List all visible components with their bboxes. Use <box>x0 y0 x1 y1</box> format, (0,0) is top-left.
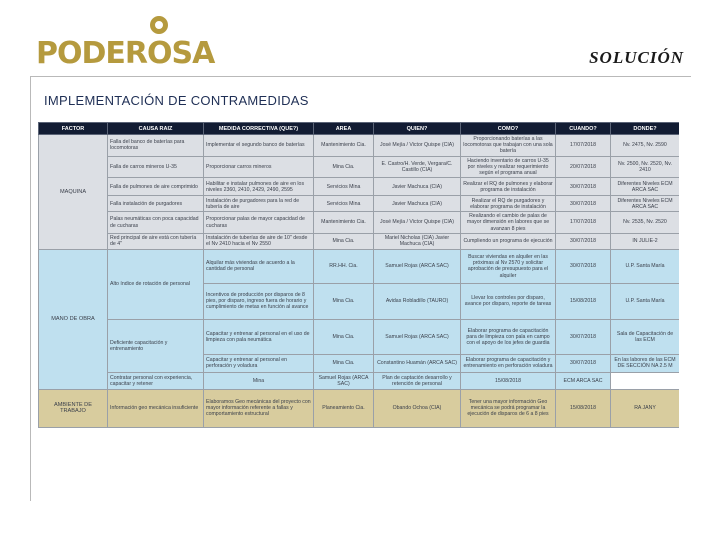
area-cell: Mina Cia. <box>314 354 374 372</box>
who-cell: José Mejía / Victor Quispe (CIA) <box>374 135 461 157</box>
root-cause-cell: Palas neumáticas con poca capacidad de cucharas <box>108 212 204 234</box>
col-header: AREA <box>314 123 374 135</box>
area-cell: Mantenimiento Cia. <box>314 135 374 157</box>
area-cell: Mina Cia. <box>314 283 374 319</box>
when-cell: 17/07/2018 <box>556 135 611 157</box>
area-cell: RR.HH. Cia. <box>314 249 374 283</box>
area-cell: Planeamiento Cia. <box>314 389 374 427</box>
logo-text: PODEROSA <box>36 36 215 71</box>
measure-cell: Instalación de purgadores para la red de tubería de aire <box>204 196 314 212</box>
when-cell: 30/07/2018 <box>556 178 611 196</box>
when-cell: 30/07/2018 <box>556 319 611 354</box>
root-cause-cell: Alto índice de rotación de personal <box>108 249 204 319</box>
factor-cell: MANO DE OBRA <box>39 249 108 389</box>
who-cell: E. Castro/H. Verde, Vergara/C. Castillo (CIA) <box>374 156 461 178</box>
how-cell: Proporcionando baterías a las locomotoras que trabajan con una sola batería <box>461 135 556 157</box>
how-cell: Tener una mayor información Geo mecánica se podrá programar la ejecución de disparos de 6 a 8 pies <box>461 389 556 427</box>
table-row <box>39 319 680 354</box>
measure-cell: Instalación de tuberías de aire de 10" desde el Nv 2410 hacia el Nv 2550 <box>204 233 314 249</box>
where-cell: Diferentes Niveles ECM ARCA SAC <box>611 178 680 196</box>
when-cell: 15/08/2018 <box>556 389 611 427</box>
who-cell: Samuel Rojas (ARCA SAC) <box>374 319 461 354</box>
table-row <box>39 196 680 212</box>
measure-cell: Incentivos de producción por disparos de 8 pies, por disparo, ingreso fuera de horario y cumplimiento de metas en función al avance <box>204 283 314 319</box>
how-cell: Realizar el RQ de purgadores y elaborar programa de instalación <box>461 196 556 212</box>
where-cell: Nv. 2475, Nv. 2590 <box>611 135 680 157</box>
col-header: FACTOR <box>39 123 108 135</box>
when-cell: 20/07/2018 <box>556 156 611 178</box>
who-cell: Javier Machuca (CIA) <box>374 196 461 212</box>
col-header: CAUSA RAIZ <box>108 123 204 135</box>
when-cell: 30/07/2018 <box>556 354 611 372</box>
area-cell: Servicios Mina <box>314 196 374 212</box>
where-cell: ECM ARCA SAC <box>556 372 611 389</box>
when-cell: 30/07/2018 <box>556 196 611 212</box>
who-cell: Samuel Rojas (ARCA SAC) <box>314 372 374 389</box>
table-header-row <box>39 123 680 135</box>
where-cell: U.P. Santa María <box>611 283 680 319</box>
col-header: DONDE? <box>611 123 680 135</box>
col-header: QUIEN? <box>374 123 461 135</box>
how-cell: Realizar el RQ de pulmones y elaborar programa de instalación <box>461 178 556 196</box>
where-cell: Nv. 2500, Nv. 2520, Nv. 2410 <box>611 156 680 178</box>
how-cell: Buscar viviendas en alquiler en las próximas al Nv 2570 y solicitar aprobación de presupuesto para el alquiler <box>461 249 556 283</box>
who-cell: Javier Machuca (CIA) <box>374 178 461 196</box>
who-cell: Avidas Robladillo (TAURO) <box>374 283 461 319</box>
root-cause-cell: Falla de carros mineros U-35 <box>108 156 204 178</box>
section-subtitle: IMPLEMENTACIÓN DE CONTRAMEDIDAS <box>44 93 309 108</box>
countermeasures-table <box>38 122 679 428</box>
how-cell: Elaborar programa de capacitación y entrenamiento en perforación voladura <box>461 354 556 372</box>
col-header: MEDIDA CORRECTIVA (QUE?) <box>204 123 314 135</box>
area-cell: Mina Cia. <box>314 156 374 178</box>
root-cause-cell: Información geo mecánica insuficiente <box>108 389 204 427</box>
table-row <box>39 135 680 157</box>
table-row <box>39 212 680 234</box>
table-row <box>39 249 680 283</box>
area-cell: Mina Cia. <box>314 233 374 249</box>
root-cause-cell: Deficiente capacitación y entrenamiento <box>108 319 204 372</box>
how-cell: Llevar los controles por disparo, avance por disparo, reporte de tareas <box>461 283 556 319</box>
how-cell: Elaborar programa de capacitación para de limpieza con pala en campo con el apoyo de los jefes de guardia <box>461 319 556 354</box>
measure-cell: Implementar el segundo banco de baterías <box>204 135 314 157</box>
table-row <box>39 156 680 178</box>
root-cause-cell: Falla de pulmones de aire comprimido <box>108 178 204 196</box>
area-cell: Mantenimiento Cia. <box>314 212 374 234</box>
root-cause-cell: Falla del banco de baterías para locomotoras <box>108 135 204 157</box>
who-cell: Samuel Rojas (ARCA SAC) <box>374 249 461 283</box>
how-cell: Plan de captación desarrollo y retención de personal <box>374 372 461 389</box>
col-header: CUANDO? <box>556 123 611 135</box>
slide-title: SOLUCIÓN <box>589 48 684 67</box>
table-body <box>39 135 680 428</box>
factor-cell: AMBIENTE DE TRABAJO <box>39 389 108 427</box>
area-cell: Servicios Mina <box>314 178 374 196</box>
where-cell: IN JULIE-2 <box>611 233 680 249</box>
where-cell: Sala de Capacitación de las ECM <box>611 319 680 354</box>
poderosa-logo <box>36 14 226 70</box>
logo-ring-icon <box>150 16 168 34</box>
how-cell: Cumpliendo un programa de ejecución <box>461 233 556 249</box>
measure-cell: Elaboramos Geo mecánicas del proyecto con mayor información referente a fallas y comportamiento estructural <box>204 389 314 427</box>
table-row <box>39 372 680 389</box>
where-cell: RA JANY <box>611 389 680 427</box>
how-cell: Realizando el cambio de palas de mayor dimensión en labores que se avanzan 8 pies <box>461 212 556 234</box>
countermeasures-table-wrap <box>38 122 679 476</box>
who-cell: Constantino Huamán (ARCA SAC) <box>374 354 461 372</box>
table-row <box>39 233 680 249</box>
where-cell: U.P. Santa María <box>611 249 680 283</box>
col-header: COMO? <box>461 123 556 135</box>
who-cell: Mariel Nicholas (CIA) Javier Machuca (CIA) <box>374 233 461 249</box>
area-cell: Mina Cia. <box>314 319 374 354</box>
who-cell: Obando Ochoa (CIA) <box>374 389 461 427</box>
measure-cell: Alquilar más viviendas de acuerdo a la cantidad de personal <box>204 249 314 283</box>
area-cell: Mina <box>204 372 314 389</box>
table-row <box>39 389 680 427</box>
measure-cell: Capacitar y entrenar al personal en perforación y voladura <box>204 354 314 372</box>
when-cell: 15/08/2018 <box>556 283 611 319</box>
measure-cell: Contratar personal con experiencia, capacitar y retener <box>108 372 204 389</box>
when-cell: 30/07/2018 <box>556 249 611 283</box>
where-cell: En las labores de las ECM DE SECCIÓN NA 2.5 M <box>611 354 680 372</box>
where-cell: Nv. 2535, Nv. 2520 <box>611 212 680 234</box>
measure-cell: Capacitar y entrenar al personal en el uso de limpieza con pala neumática <box>204 319 314 354</box>
who-cell: José Mejía / Victor Quispe (CIA) <box>374 212 461 234</box>
when-cell: 15/08/2018 <box>461 372 556 389</box>
root-cause-cell: Red principal de aire está con tubería de 4" <box>108 233 204 249</box>
when-cell: 17/07/2018 <box>556 212 611 234</box>
how-cell: Haciendo inventario de carros U-35 por niveles y realizar requerimiento según el programa anual <box>461 156 556 178</box>
root-cause-cell: Falla instalación de purgadores <box>108 196 204 212</box>
measure-cell: Proporcionar palas de mayor capacidad de cucharas <box>204 212 314 234</box>
table-row <box>39 178 680 196</box>
measure-cell: Habilitar e instalar pulmones de aire en los niveles 2360, 2410, 2429, 2490, 2595 <box>204 178 314 196</box>
where-cell: Diferentes Niveles ECM ARCA SAC <box>611 196 680 212</box>
measure-cell: Proporcionar carros mineros <box>204 156 314 178</box>
when-cell: 30/07/2018 <box>556 233 611 249</box>
factor-cell: MAQUINA <box>39 135 108 250</box>
